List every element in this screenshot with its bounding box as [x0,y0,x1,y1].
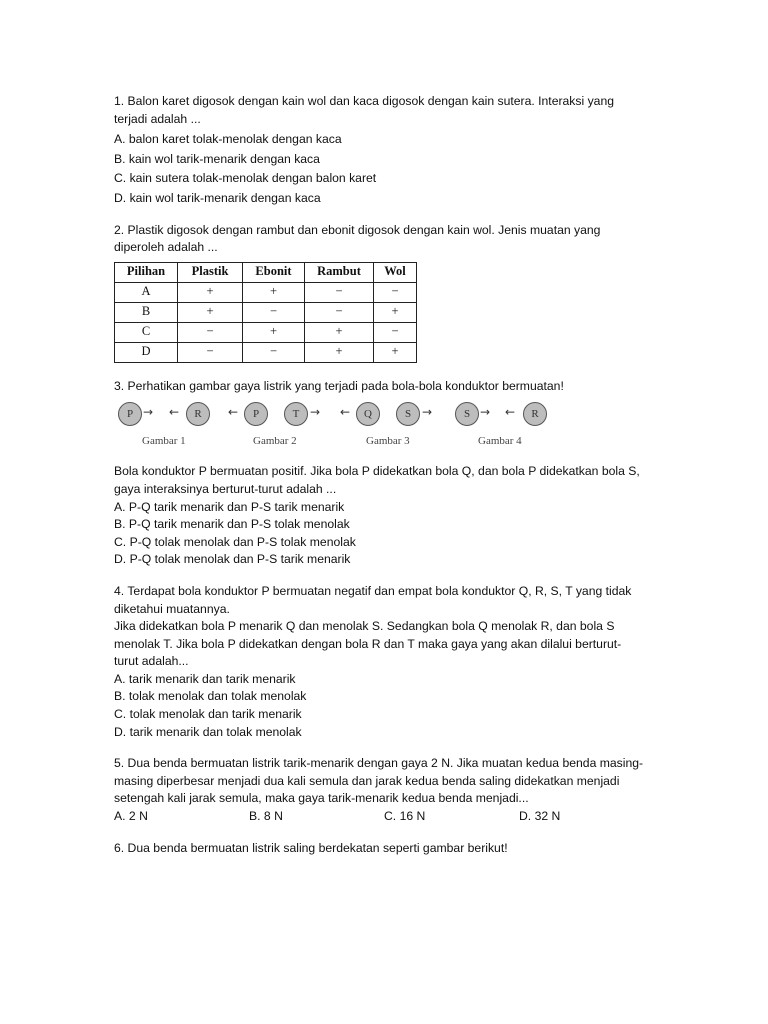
question-5-text-line: masing diperbesar menjadi dua kali semula dan jarak kedua benda saling didekatkan menjadi [114,773,620,788]
table-header: Ebonit [243,262,305,282]
arrow-right-icon: → [310,405,321,420]
question-3-option-c: C. P-Q tolak menolak dan P-S tolak menolak [114,534,356,549]
figure-caption: Gambar 3 [366,435,410,448]
arrow-left-icon: ← [505,405,516,420]
table-cell: + [178,302,243,322]
table-header: Wol [374,262,417,282]
table-cell: − [178,322,243,342]
table-cell: + [305,342,374,362]
table-cell: + [374,342,417,362]
ball-s: S [455,402,479,426]
figure-caption: Gambar 2 [253,435,297,448]
table-cell: + [178,282,243,302]
question-4-option-c: C. tolak menolak dan tarik menarik [114,707,302,722]
question-4-text-line: 4. Terdapat bola konduktor P bermuatan negatif dan empat bola konduktor Q, R, S, T yang tidak [114,583,632,598]
question-4-text-line: diketahui muatannya. [114,601,230,616]
figure-caption: Gambar 1 [142,435,186,448]
table-cell: − [243,342,305,362]
question-4 [114,583,659,741]
table-cell: A [115,282,178,302]
question-5-option-c: C. 16 N [384,809,426,824]
question-5-option-b: B. 8 N [249,809,283,824]
question-1-text-line: terjadi adalah ... [114,111,201,126]
table-row [115,302,417,322]
arrow-left-icon: ← [340,405,351,420]
question-3-text-line: 3. Perhatikan gambar gaya listrik yang terjadi pada bola-bola konduktor bermuatan! [114,378,564,393]
ball-t: T [284,402,308,426]
table-cell: − [243,302,305,322]
question-6-text-line: 6. Dua benda bermuatan listrik saling berdekatan seperti gambar berikut! [114,840,508,855]
table-cell: + [243,322,305,342]
ball-r: R [186,402,210,426]
table-cell: + [243,282,305,302]
question-1-option-a: A. balon karet tolak-menolak dengan kaca [114,132,342,147]
question-4-option-a: A. tarik menarik dan tarik menarik [114,671,296,686]
question-2-text-line: diperoleh adalah ... [114,240,218,255]
table-cell: D [115,342,178,362]
table-cell: B [115,302,178,322]
table-cell: + [374,302,417,322]
arrow-right-icon: → [143,405,154,420]
question-2-text-line: 2. Plastik digosok dengan rambut dan ebonit digosok dengan kain wol. Jenis muatan yang [114,222,601,237]
arrow-left-icon: ← [228,405,239,420]
table-header: Pilihan [115,262,178,282]
question-4-option-b: B. tolak menolak dan tolak menolak [114,689,307,704]
question-2 [114,222,659,363]
table-cell: − [305,282,374,302]
ball-p: P [118,402,142,426]
table-cell: − [374,282,417,302]
force-figure [114,400,659,456]
question-5-text-line: setengah kali jarak semula, maka gaya tarik-menarik kedua benda menjadi... [114,791,529,806]
ball-q: Q [356,402,380,426]
question-4-option-d: D. tarik menarik dan tolak menolak [114,724,302,739]
question-3-option-b: B. P-Q tarik menarik dan P-S tolak menolak [114,517,350,532]
charge-table [114,262,417,363]
question-4-text-line: menolak T. Jika bola P didekatkan dengan bola R dan T maka gaya yang akan dilalui berturut- [114,636,622,651]
question-5-option-d: D. 32 N [519,809,561,824]
table-cell: − [305,302,374,322]
question-3-body-line: Bola konduktor P bermuatan positif. Jika bola P didekatkan bola Q, dan bola P didekatkan bola S, [114,464,640,479]
table-header: Rambut [305,262,374,282]
table-header: Plastik [178,262,243,282]
question-3 [114,378,659,569]
table-row [115,322,417,342]
figure-caption: Gambar 4 [478,435,522,448]
question-1-text-line: 1. Balon karet digosok dengan kain wol dan kaca digosok dengan kain sutera. Interaksi yang [114,94,615,108]
question-3-option-a: A. P-Q tarik menarik dan P-S tarik menarik [114,499,345,514]
table-cell: + [305,322,374,342]
table-row [115,342,417,362]
question-3-option-d: D. P-Q tolak menolak dan P-S tarik menarik [114,552,351,567]
question-4-text-line: turut adalah... [114,654,189,669]
question-1-option-b: B. kain wol tarik-menarik dengan kaca [114,151,320,166]
question-5-option-a: A. 2 N [114,809,148,824]
question-5 [114,755,659,825]
question-3-body-line: gaya interaksinya berturut-turut adalah ... [114,481,337,496]
ball-p: P [244,402,268,426]
question-1-option-d: D. kain wol tarik-menarik dengan kaca [114,190,321,205]
arrow-left-icon: ← [169,405,180,420]
question-6 [114,840,659,858]
table-header-row [115,262,417,282]
table-cell: C [115,322,178,342]
table-cell: − [374,322,417,342]
question-5-options [114,808,659,826]
question-1 [114,93,659,208]
table-cell: − [178,342,243,362]
question-5-text-line: 5. Dua benda bermuatan listrik tarik-menarik dengan gaya 2 N. Jika muatan kedua benda masing- [114,756,644,771]
question-4-text-line: Jika didekatkan bola P menarik Q dan menolak S. Sedangkan bola Q menolak R, dan bola S [114,619,615,634]
ball-r: R [523,402,547,426]
worksheet [114,93,659,857]
ball-s: S [396,402,420,426]
question-1-option-c: C. kain sutera tolak-menolak dengan balon karet [114,171,377,186]
table-row [115,282,417,302]
arrow-right-icon: → [480,405,491,420]
arrow-right-icon: → [422,405,433,420]
